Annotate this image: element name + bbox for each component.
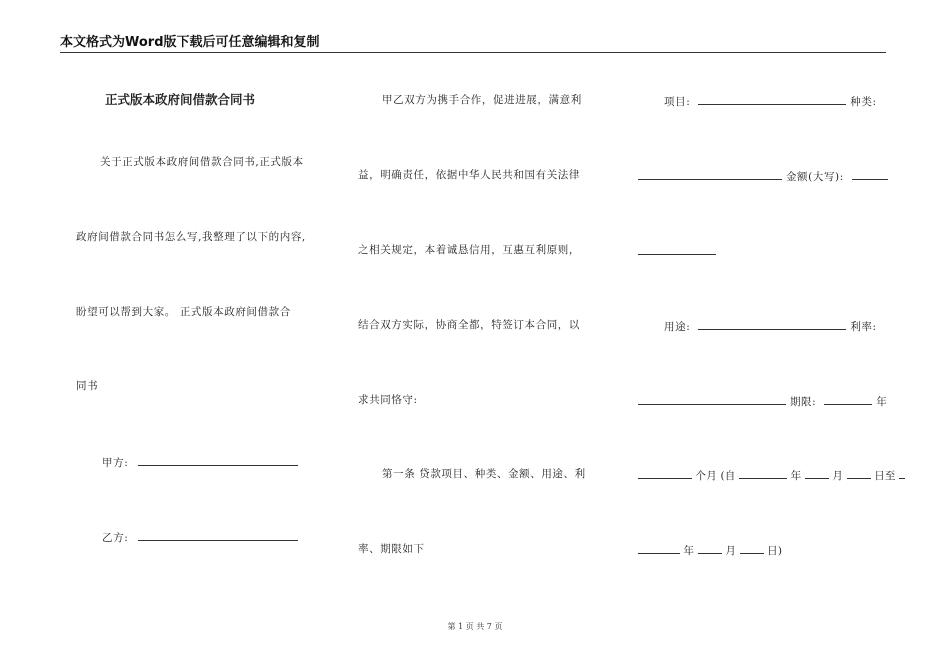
purpose-blank [698, 318, 846, 330]
end-month-unit: 月 [725, 545, 737, 557]
body-line-4: 结合双方实际，协商全都，特签订本合同，以 [358, 319, 580, 331]
month-count-label: 个月 [695, 470, 717, 482]
rate-blank [638, 393, 786, 405]
body-line-3: 之相关规定，本着诚恳信用，互惠互利原则， [358, 244, 580, 256]
amount-continued-row [638, 243, 716, 259]
term-months-blank [638, 467, 692, 479]
intro-line-2: 政府间借款合同书怎么写,我整理了以下的内容, [76, 231, 306, 243]
end-close: 日) [767, 545, 783, 557]
body-line-1: 甲乙双方为携手合作，促进进展，满意利 [382, 94, 582, 106]
intro-line-1: 关于正式版本政府间借款合同书,正式版本 [100, 156, 304, 168]
party-b-label: 乙方: [102, 532, 129, 544]
rate-label: 利率: [850, 321, 877, 333]
party-b-row [102, 529, 298, 545]
amount-label: 金额(大写): [785, 171, 844, 183]
document-header: 本文格式为Word版下载后可任意编辑和复制 [60, 34, 886, 53]
body-line-2: 益，明确责任，依据中华人民共和国有关法律 [358, 169, 580, 181]
party-b-blank [138, 529, 298, 541]
article-1-line: 第一条 贷款项目、种类、金额、用途、利 [382, 468, 586, 480]
article-1-line-2: 率、期限如下 [358, 543, 425, 555]
amount-row [638, 168, 888, 184]
start-month-unit: 月 [832, 470, 844, 482]
body-line-5: 求共同恪守: [358, 394, 418, 406]
end-year-blank [899, 467, 905, 479]
term-label: 期限: [789, 396, 817, 408]
end-date-row [638, 542, 782, 558]
end-year-blank-2 [638, 542, 680, 554]
type-blank [638, 168, 782, 180]
project-label: 项目: [664, 96, 691, 108]
term-months-row [638, 467, 905, 483]
page-number: 第 1 页 共 7 页 [447, 622, 503, 631]
purpose-label: 用途: [664, 321, 691, 333]
document-title: 正式版本政府间借款合同书 [105, 92, 256, 107]
term-years-blank [824, 393, 872, 405]
party-a-row [102, 454, 298, 470]
intro-line-4: 同书 [76, 380, 99, 392]
term-year-unit: 年 [876, 396, 888, 408]
end-year-unit: 年 [683, 545, 695, 557]
project-blank [698, 93, 846, 105]
type-label: 种类: [850, 96, 877, 108]
start-day-blank [847, 467, 871, 479]
term-row [638, 393, 887, 409]
project-type-row [664, 93, 877, 109]
to-label: 日至 [874, 470, 896, 482]
start-year-unit: 年 [790, 470, 802, 482]
amount-blank [852, 168, 888, 180]
intro-line-3: 盼望可以帮到大家。 正式版本政府间借款合 [76, 306, 291, 318]
start-month-blank [805, 467, 829, 479]
end-month-blank [698, 542, 722, 554]
amount-blank-2 [638, 243, 716, 255]
purpose-rate-row [664, 318, 877, 334]
from-label: (自 [720, 470, 736, 482]
end-day-blank [740, 542, 764, 554]
party-a-blank [138, 454, 298, 466]
party-a-label: 甲方: [102, 457, 129, 469]
start-year-blank [739, 467, 787, 479]
